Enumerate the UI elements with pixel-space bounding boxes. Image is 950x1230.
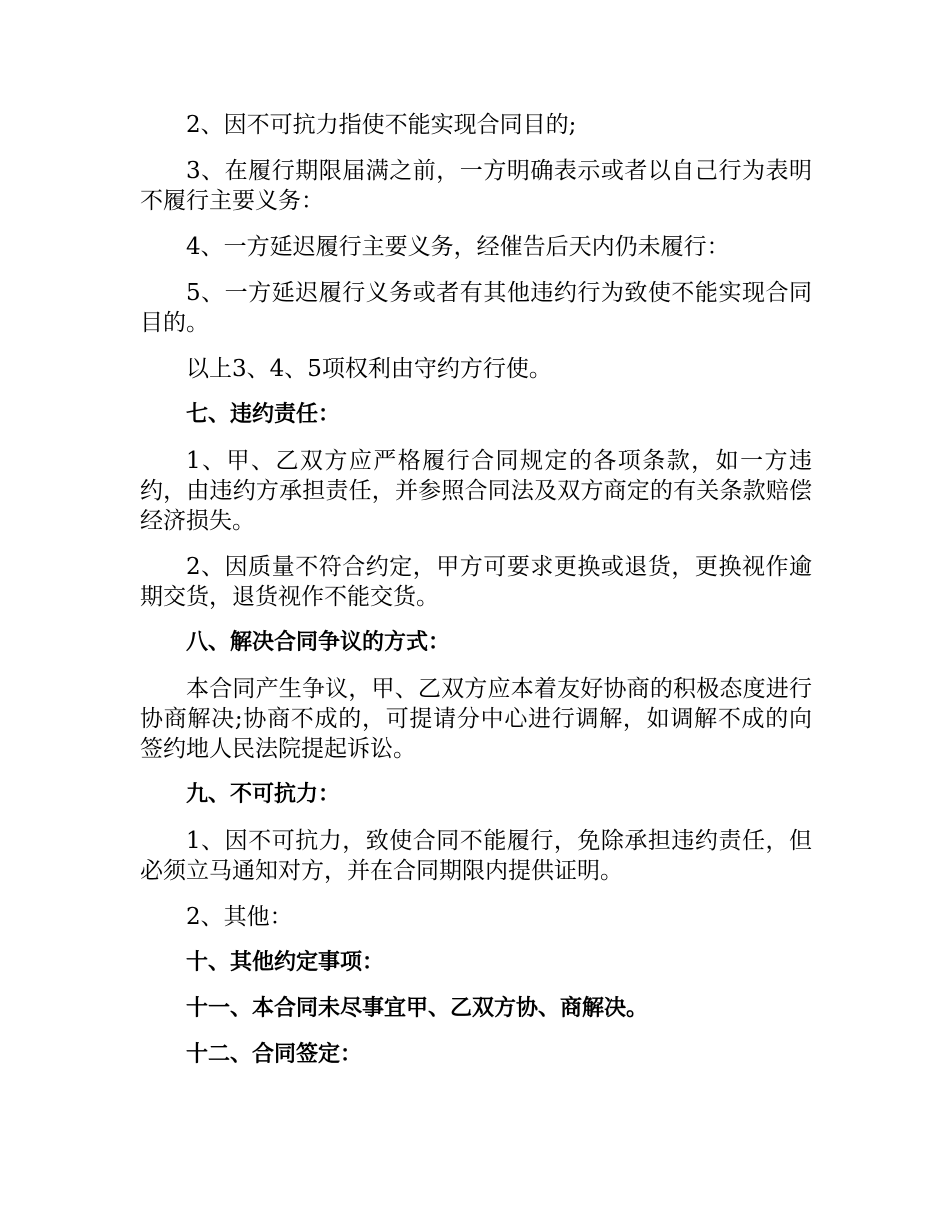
section-heading-other-matters: 十、其他约定事项： [186, 950, 385, 975]
clause-text: 2、因不可抗力指使不能实现合同目的; [186, 112, 577, 138]
clause-text: 以上3、4、5项权利由守约方行使。 [186, 356, 552, 382]
clause-text: 4、一方延迟履行主要义务，经催告后天内仍未履行： [186, 234, 730, 260]
section-heading-dispute-resolution: 八、解决合同争议的方式： [186, 630, 451, 655]
document-body [140, 110, 812, 1070]
clause-text: 1、甲、乙双方应严格履行合同规定的各项条款，如一方违约，由违约方承担责任，并参照合同法及双方商定的有关条款赔偿经济损失。 [140, 448, 812, 534]
section-heading-breach-liability: 七、违约责任： [186, 402, 341, 427]
clause-text: 2、其他： [186, 904, 293, 930]
section-heading-force-majeure: 九、不可抗力： [186, 782, 341, 807]
section-heading-unresolved-matters: 十一、本合同未尽事宜甲、乙双方协、商解决。 [186, 996, 649, 1021]
clause-text: 2、因质量不符合约定，甲方可要求更换或退货，更换视作逾期交货，退货视作不能交货。 [140, 554, 812, 610]
clause-text: 1、因不可抗力，致使合同不能履行，免除承担违约责任，但必须立马通知对方，并在合同期限内提供证明。 [140, 828, 812, 884]
clause-text: 3、在履行期限届满之前，一方明确表示或者以自己行为表明不履行主要义务： [140, 158, 812, 214]
clause-text: 5、一方延迟履行义务或者有其他违约行为致使不能实现合同目的。 [140, 280, 812, 336]
clause-text: 本合同产生争议，甲、乙双方应本着友好协商的积极态度进行协商解决;协商不成的，可提请分中心进行调解，如调解不成的向签约地人民法院提起诉讼。 [140, 676, 812, 762]
section-heading-contract-signing: 十二、合同签定： [186, 1042, 363, 1067]
